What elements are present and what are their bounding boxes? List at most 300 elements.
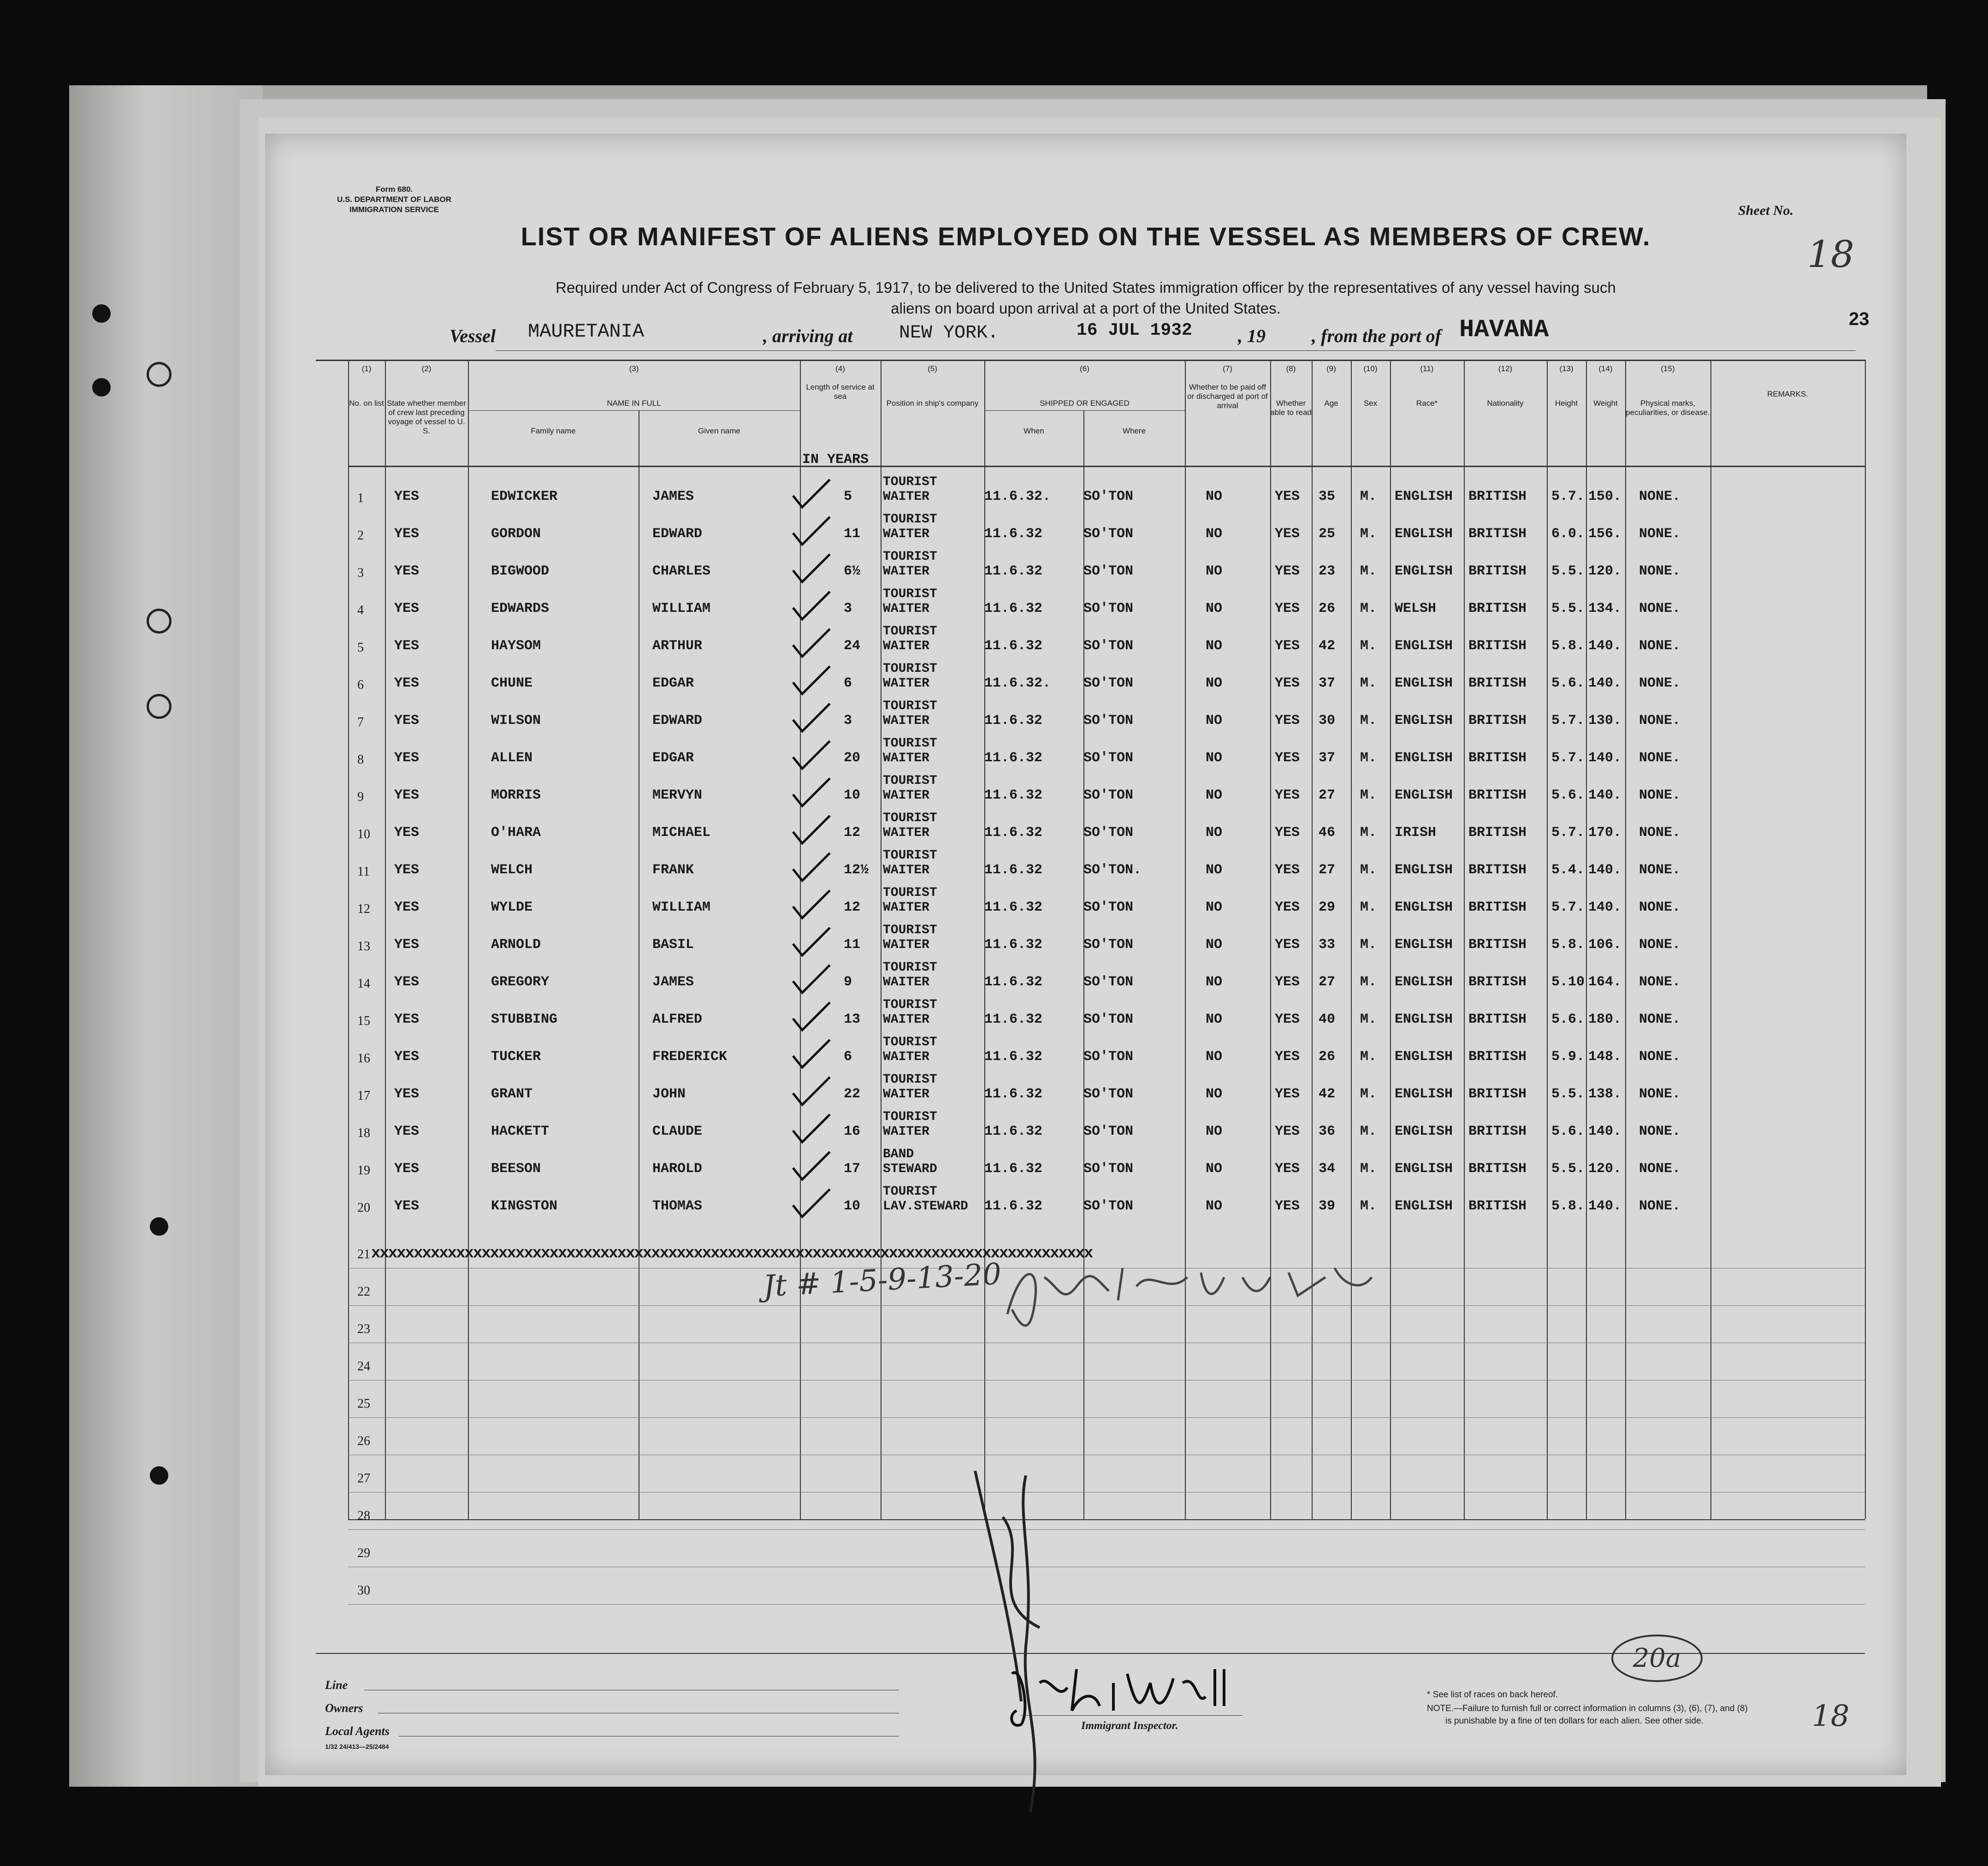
shipped-when: 11.6.32 <box>984 974 1043 990</box>
col-border <box>1312 360 1313 1519</box>
column-number: (13) <box>1559 364 1574 373</box>
prev-voyage: YES <box>394 862 420 878</box>
weight: 130. <box>1588 713 1622 729</box>
height: 5.5. <box>1551 563 1585 579</box>
arrival-port: NEW YORK. <box>899 323 999 344</box>
family-name: KINGSTON <box>491 1198 558 1214</box>
row-number: 9 <box>357 790 364 804</box>
column-label: Where <box>1122 427 1146 435</box>
length-of-service: 12 <box>844 900 861 915</box>
shipped-when: 11.6.32 <box>984 601 1043 616</box>
length-of-service: 10 <box>844 1198 861 1214</box>
row-number: 4 <box>357 603 364 617</box>
column-label: State whether member of crew last preceding voyage of vessel to U. S. <box>387 399 466 435</box>
age: 36 <box>1319 1124 1336 1139</box>
paid-off: NO <box>1206 675 1223 691</box>
height: 5.7. <box>1551 489 1585 504</box>
row-number: 20 <box>357 1201 370 1215</box>
check-mark-icon <box>791 963 832 995</box>
print-code: 1/32 24/413—25/2484 <box>325 1743 389 1750</box>
column-header <box>1351 364 1390 408</box>
age: 34 <box>1319 1161 1336 1177</box>
position-line-1: TOURIST <box>883 475 937 489</box>
column-number: (3) <box>629 364 639 373</box>
shipped-when: 11.6.32. <box>984 489 1051 504</box>
age: 30 <box>1319 713 1336 729</box>
physical-marks: NONE. <box>1639 638 1681 654</box>
row-number: 5 <box>357 640 364 655</box>
weight: 140. <box>1588 788 1622 803</box>
sex: M. <box>1360 1198 1377 1214</box>
column-label: Sex <box>1363 399 1378 408</box>
nationality: BRITISH <box>1468 526 1527 542</box>
shipped-where: SO'TON <box>1083 1086 1134 1102</box>
row-number: 3 <box>357 566 364 580</box>
physical-marks: NONE. <box>1639 862 1681 878</box>
physical-marks: NONE. <box>1639 788 1681 803</box>
sheet-label: Sheet No. <box>1738 203 1793 218</box>
check-mark-icon <box>791 925 832 958</box>
check-mark-icon <box>791 813 832 846</box>
column-header <box>1185 364 1270 410</box>
position-line-1: TOURIST <box>883 1035 937 1049</box>
length-of-service: 16 <box>844 1124 861 1139</box>
nationality: BRITISH <box>1468 974 1527 990</box>
inspector-underline <box>1021 1715 1242 1716</box>
paid-off: NO <box>1206 750 1223 766</box>
height: 5.5. <box>1551 1161 1585 1177</box>
prev-voyage: YES <box>394 750 420 766</box>
race: ENGLISH <box>1395 1124 1453 1139</box>
prev-voyage: YES <box>394 1161 420 1177</box>
height: 5.6. <box>1551 675 1585 691</box>
position-line-1: TOURIST <box>883 848 937 863</box>
vessel-underline <box>496 350 1856 351</box>
position-line-1: TOURIST <box>883 960 937 975</box>
nationality: BRITISH <box>1468 1161 1527 1177</box>
race: IRISH <box>1395 825 1437 841</box>
prev-voyage: YES <box>394 1012 420 1027</box>
able-to-read: YES <box>1275 601 1300 616</box>
circled-number: 20a <box>1611 1635 1703 1682</box>
able-to-read: YES <box>1275 1086 1300 1102</box>
inspector-title: Immigrant Inspector. <box>1081 1720 1178 1732</box>
prev-voyage: YES <box>394 900 420 915</box>
position-line-1: TOURIST <box>883 624 937 639</box>
able-to-read: YES <box>1275 974 1300 990</box>
row-number: 26 <box>357 1434 370 1448</box>
column-label: When <box>1024 427 1044 435</box>
weight: 140. <box>1588 638 1622 654</box>
paid-off: NO <box>1206 638 1223 654</box>
nationality: BRITISH <box>1468 563 1527 579</box>
punch-hole-icon <box>150 1466 168 1485</box>
able-to-read: YES <box>1275 638 1300 654</box>
column-label: Race* <box>1416 399 1438 408</box>
column-header <box>1464 364 1547 408</box>
position-line-1: TOURIST <box>883 811 937 825</box>
column-label: SHIPPED OR ENGAGED <box>1040 399 1130 408</box>
family-name: STUBBING <box>491 1012 558 1027</box>
prev-voyage: YES <box>394 937 420 953</box>
able-to-read: YES <box>1275 675 1300 691</box>
paid-off: NO <box>1206 862 1223 878</box>
family-name: EDWICKER <box>491 489 558 504</box>
shipped-where: SO'TON. <box>1083 862 1142 878</box>
nationality: BRITISH <box>1468 862 1527 878</box>
physical-marks: NONE. <box>1639 1049 1681 1065</box>
check-mark-icon <box>791 776 832 808</box>
row-number: 7 <box>357 715 364 729</box>
shipped-when: 11.6.32 <box>984 825 1043 841</box>
column-header <box>984 364 1185 408</box>
length-of-service: 5 <box>844 489 852 504</box>
physical-marks: NONE. <box>1639 750 1681 766</box>
position-line-2: STEWARD <box>883 1162 937 1176</box>
prev-voyage: YES <box>394 788 420 803</box>
row-number: 28 <box>357 1509 370 1523</box>
length-of-service: 20 <box>844 750 861 766</box>
column-label: Position in ship's company <box>886 399 979 408</box>
family-name: BEESON <box>491 1161 541 1177</box>
sex: M. <box>1360 825 1377 841</box>
column-header <box>468 424 639 436</box>
given-name: WILLIAM <box>652 601 711 616</box>
race: ENGLISH <box>1395 1049 1453 1065</box>
check-mark-icon <box>791 477 832 509</box>
age: 40 <box>1319 1012 1336 1027</box>
handwritten-signature-1 <box>1003 1259 1381 1333</box>
height: 5.5. <box>1551 601 1585 616</box>
nationality: BRITISH <box>1468 825 1527 841</box>
row-number: 1 <box>357 491 364 505</box>
paid-off: NO <box>1206 1086 1223 1102</box>
punch-hole-icon <box>150 1217 168 1236</box>
height: 5.8. <box>1551 638 1585 654</box>
manifest-page <box>265 134 1906 1775</box>
column-header <box>1710 364 1865 399</box>
column-header <box>1083 424 1185 436</box>
department-name: U.S. DEPARTMENT OF LABOR <box>337 195 452 204</box>
col-border <box>385 360 386 1519</box>
check-mark-icon <box>791 851 832 883</box>
column-label: Family name <box>531 427 576 435</box>
physical-marks: NONE. <box>1639 601 1681 616</box>
shipped-where: SO'TON <box>1083 788 1134 803</box>
position-line-1: TOURIST <box>883 662 937 676</box>
penalty-note-1: NOTE.—Failure to furnish full or correct information in columns (3), (6), (7), and (8) <box>1427 1704 1748 1713</box>
age: 35 <box>1319 489 1336 504</box>
position-line-2: WAITER <box>883 602 929 616</box>
vessel-label: Vessel <box>450 326 496 346</box>
physical-marks: NONE. <box>1639 526 1681 542</box>
able-to-read: YES <box>1275 750 1300 766</box>
weight: 134. <box>1588 601 1622 616</box>
family-name: WYLDE <box>491 900 533 915</box>
paid-off: NO <box>1206 1012 1223 1027</box>
paid-off: NO <box>1206 900 1223 915</box>
row-rule <box>348 1417 1865 1418</box>
position-line-2: WAITER <box>883 938 929 952</box>
weight: 140. <box>1588 900 1622 915</box>
family-name: ALLEN <box>491 750 533 766</box>
age: 46 <box>1319 825 1336 841</box>
column-label: Whether able to read <box>1270 399 1312 417</box>
given-name: ARTHUR <box>652 638 703 654</box>
check-mark-icon <box>791 552 832 584</box>
shipped-where: SO'TON <box>1083 601 1134 616</box>
prev-voyage: YES <box>394 1198 420 1214</box>
nationality: BRITISH <box>1468 937 1527 953</box>
column-header <box>800 364 881 401</box>
physical-marks: NONE. <box>1639 937 1681 953</box>
height: 5.8. <box>1551 1198 1585 1214</box>
prev-voyage: YES <box>394 563 420 579</box>
from-port-label: , from the port of <box>1312 326 1442 346</box>
shipped-when: 11.6.32 <box>984 713 1043 729</box>
column-label: Given name <box>698 427 740 435</box>
shipped-where: SO'TON <box>1083 713 1134 729</box>
sex: M. <box>1360 900 1377 915</box>
given-name: EDGAR <box>652 750 694 766</box>
corner-number: 18 <box>1812 1699 1850 1733</box>
given-name: WILLIAM <box>652 900 711 915</box>
physical-marks: NONE. <box>1639 825 1681 841</box>
height: 5.4. <box>1551 862 1585 878</box>
length-of-service: 17 <box>844 1161 861 1177</box>
check-mark-icon <box>791 1075 832 1107</box>
given-name: CLAUDE <box>652 1124 703 1139</box>
col-border <box>1625 360 1626 1519</box>
race: ENGLISH <box>1395 526 1453 542</box>
row-rule <box>348 1492 1865 1493</box>
given-name: EDWARD <box>652 713 703 729</box>
age: 25 <box>1319 526 1336 542</box>
shipped-where: SO'TON <box>1083 974 1134 990</box>
paid-off: NO <box>1206 1124 1223 1139</box>
race: ENGLISH <box>1395 1161 1453 1177</box>
form-number: Form 680. <box>375 185 413 194</box>
sex: M. <box>1360 601 1377 616</box>
shipped-where: SO'TON <box>1083 750 1134 766</box>
weight: 140. <box>1588 862 1622 878</box>
column-number: (8) <box>1286 364 1296 373</box>
shipped-when: 11.6.32 <box>984 526 1043 542</box>
length-of-service: 6½ <box>844 563 861 579</box>
race: ENGLISH <box>1395 563 1453 579</box>
weight: 138. <box>1588 1086 1622 1102</box>
vessel-name: MAURETANIA <box>528 320 645 343</box>
column-header <box>1625 364 1710 417</box>
able-to-read: YES <box>1275 1124 1300 1139</box>
race: ENGLISH <box>1395 750 1453 766</box>
position-line-2: WAITER <box>883 490 929 504</box>
position-line-1: TOURIST <box>883 699 937 713</box>
shipped-when: 11.6.32. <box>984 675 1051 691</box>
column-label: Whether to be paid off or discharged at port of arrival <box>1187 383 1268 410</box>
col-border <box>1351 360 1352 1519</box>
shipped-when: 11.6.32 <box>984 1161 1043 1177</box>
paid-off: NO <box>1206 1198 1223 1214</box>
check-mark-icon <box>791 888 832 920</box>
able-to-read: YES <box>1275 489 1300 504</box>
column-label: Length of service at sea <box>806 383 875 401</box>
age: 39 <box>1319 1198 1336 1214</box>
column-label: Height <box>1555 399 1578 408</box>
check-mark-icon <box>791 1037 832 1070</box>
position-line-1: TOURIST <box>883 886 937 900</box>
family-name: O'HARA <box>491 825 541 841</box>
nationality: BRITISH <box>1468 788 1527 803</box>
prev-voyage: YES <box>394 1086 420 1102</box>
age: 37 <box>1319 750 1336 766</box>
race: ENGLISH <box>1395 974 1453 990</box>
position-line-1: TOURIST <box>883 587 937 601</box>
paid-off: NO <box>1206 788 1223 803</box>
length-of-service: 13 <box>844 1012 861 1027</box>
column-header <box>1312 364 1351 408</box>
length-of-service: 10 <box>844 788 861 803</box>
paid-off: NO <box>1206 713 1223 729</box>
height: 5.8. <box>1551 937 1585 953</box>
column-number: (5) <box>928 364 937 373</box>
shipped-where: SO'TON <box>1083 825 1134 841</box>
column-header <box>468 364 800 408</box>
physical-marks: NONE. <box>1639 1086 1681 1102</box>
row-number: 16 <box>357 1051 370 1066</box>
given-name: EDGAR <box>652 675 694 691</box>
position-line-2: WAITER <box>883 1125 929 1139</box>
height: 5.6. <box>1551 1124 1585 1139</box>
subtitle-line-2: aliens on board upon arrival at a port of the United States. <box>891 300 1281 317</box>
stamp-number: 23 <box>1849 309 1870 329</box>
weight: 164. <box>1588 974 1622 990</box>
sex: M. <box>1360 1124 1377 1139</box>
column-label: No. on list <box>349 399 384 408</box>
sex: M. <box>1360 974 1377 990</box>
able-to-read: YES <box>1275 563 1300 579</box>
length-of-service: 12 <box>844 825 861 841</box>
nationality: BRITISH <box>1468 900 1527 915</box>
shipped-when: 11.6.32 <box>984 862 1043 878</box>
handwritten-annotation: Jt # 1-5-9-13-20 <box>762 1257 1002 1304</box>
col-border <box>1390 360 1391 1519</box>
check-mark-icon <box>791 701 832 734</box>
column-label: Physical marks, peculiarities, or disease. <box>1626 399 1710 417</box>
year-label: , 19 <box>1238 326 1266 346</box>
inspector-signature-stroke <box>957 1462 1077 1830</box>
given-name: BASIL <box>652 937 694 953</box>
binder-ring-icon <box>147 694 172 719</box>
able-to-read: YES <box>1275 937 1300 953</box>
shipped-where: SO'TON <box>1083 1124 1134 1139</box>
row-number: 13 <box>357 939 370 954</box>
paid-off: NO <box>1206 825 1223 841</box>
check-mark-icon <box>791 739 832 771</box>
given-name: FRANK <box>652 862 694 878</box>
position-line-2: WAITER <box>883 788 929 803</box>
col-border <box>1464 360 1465 1519</box>
family-name: GRANT <box>491 1086 533 1102</box>
shipped-when: 11.6.32 <box>984 638 1043 654</box>
family-name: GREGORY <box>491 974 550 990</box>
position-line-1: TOURIST <box>883 1072 937 1087</box>
row-number: 19 <box>357 1163 370 1178</box>
height: 6.0. <box>1551 526 1585 542</box>
physical-marks: NONE. <box>1639 974 1681 990</box>
family-name: TUCKER <box>491 1049 541 1065</box>
physical-marks: NONE. <box>1639 1012 1681 1027</box>
sex: M. <box>1360 675 1377 691</box>
row-number: 18 <box>357 1126 370 1140</box>
shipped-when: 11.6.32 <box>984 1086 1043 1102</box>
weight: 140. <box>1588 750 1622 766</box>
line-label: Line <box>325 1678 348 1692</box>
height: 5.6. <box>1551 788 1585 803</box>
shipped-where: SO'TON <box>1083 1198 1134 1214</box>
shipped-where: SO'TON <box>1083 638 1134 654</box>
row-number: 12 <box>357 902 370 916</box>
race: ENGLISH <box>1395 788 1453 803</box>
position-line-1: TOURIST <box>883 550 937 564</box>
binder-strip <box>69 85 263 1787</box>
sex: M. <box>1360 937 1377 953</box>
check-mark-icon <box>791 589 832 622</box>
nationality: BRITISH <box>1468 1012 1527 1027</box>
height: 5.9. <box>1551 1049 1585 1065</box>
position-line-2: WAITER <box>883 527 929 541</box>
weight: 170. <box>1588 825 1622 841</box>
race: ENGLISH <box>1395 638 1453 654</box>
given-name: THOMAS <box>652 1198 703 1214</box>
position-line-2: WAITER <box>883 1050 929 1064</box>
nationality: BRITISH <box>1468 750 1527 766</box>
shipped-split-line <box>984 410 1185 411</box>
age: 42 <box>1319 1086 1336 1102</box>
sex: M. <box>1360 750 1377 766</box>
subtitle-line-1: Required under Act of Congress of February 5, 1917, to be delivered to the United States immigration officer by the representatives of any vessel having such <box>556 279 1616 296</box>
age: 26 <box>1319 601 1336 616</box>
able-to-read: YES <box>1275 788 1300 803</box>
paid-off: NO <box>1206 601 1223 616</box>
column-label: NAME IN FULL <box>607 399 661 408</box>
height: 5.7. <box>1551 713 1585 729</box>
shipped-when: 11.6.32 <box>984 563 1043 579</box>
race: WELSH <box>1395 601 1437 616</box>
nationality: BRITISH <box>1468 489 1527 504</box>
sex: M. <box>1360 1049 1377 1065</box>
family-name: WILSON <box>491 713 541 729</box>
race: ENGLISH <box>1395 862 1453 878</box>
given-name: MICHAEL <box>652 825 711 841</box>
column-number: (4) <box>835 364 845 373</box>
prev-voyage: YES <box>394 974 420 990</box>
paid-off: NO <box>1206 1049 1223 1065</box>
punch-hole-icon <box>92 378 111 397</box>
row-number: 21 <box>357 1247 370 1262</box>
family-name: CHUNE <box>491 675 533 691</box>
position-line-2: WAITER <box>883 564 929 579</box>
able-to-read: YES <box>1275 526 1300 542</box>
prev-voyage: YES <box>394 713 420 729</box>
height: 5.5. <box>1551 1086 1585 1102</box>
sex: M. <box>1360 563 1377 579</box>
length-of-service: 24 <box>844 638 861 654</box>
col-border <box>348 360 349 1519</box>
column-label: REMARKS. <box>1767 390 1808 398</box>
position-line-1: TOURIST <box>883 1185 937 1199</box>
shipped-where: SO'TON <box>1083 1161 1134 1177</box>
